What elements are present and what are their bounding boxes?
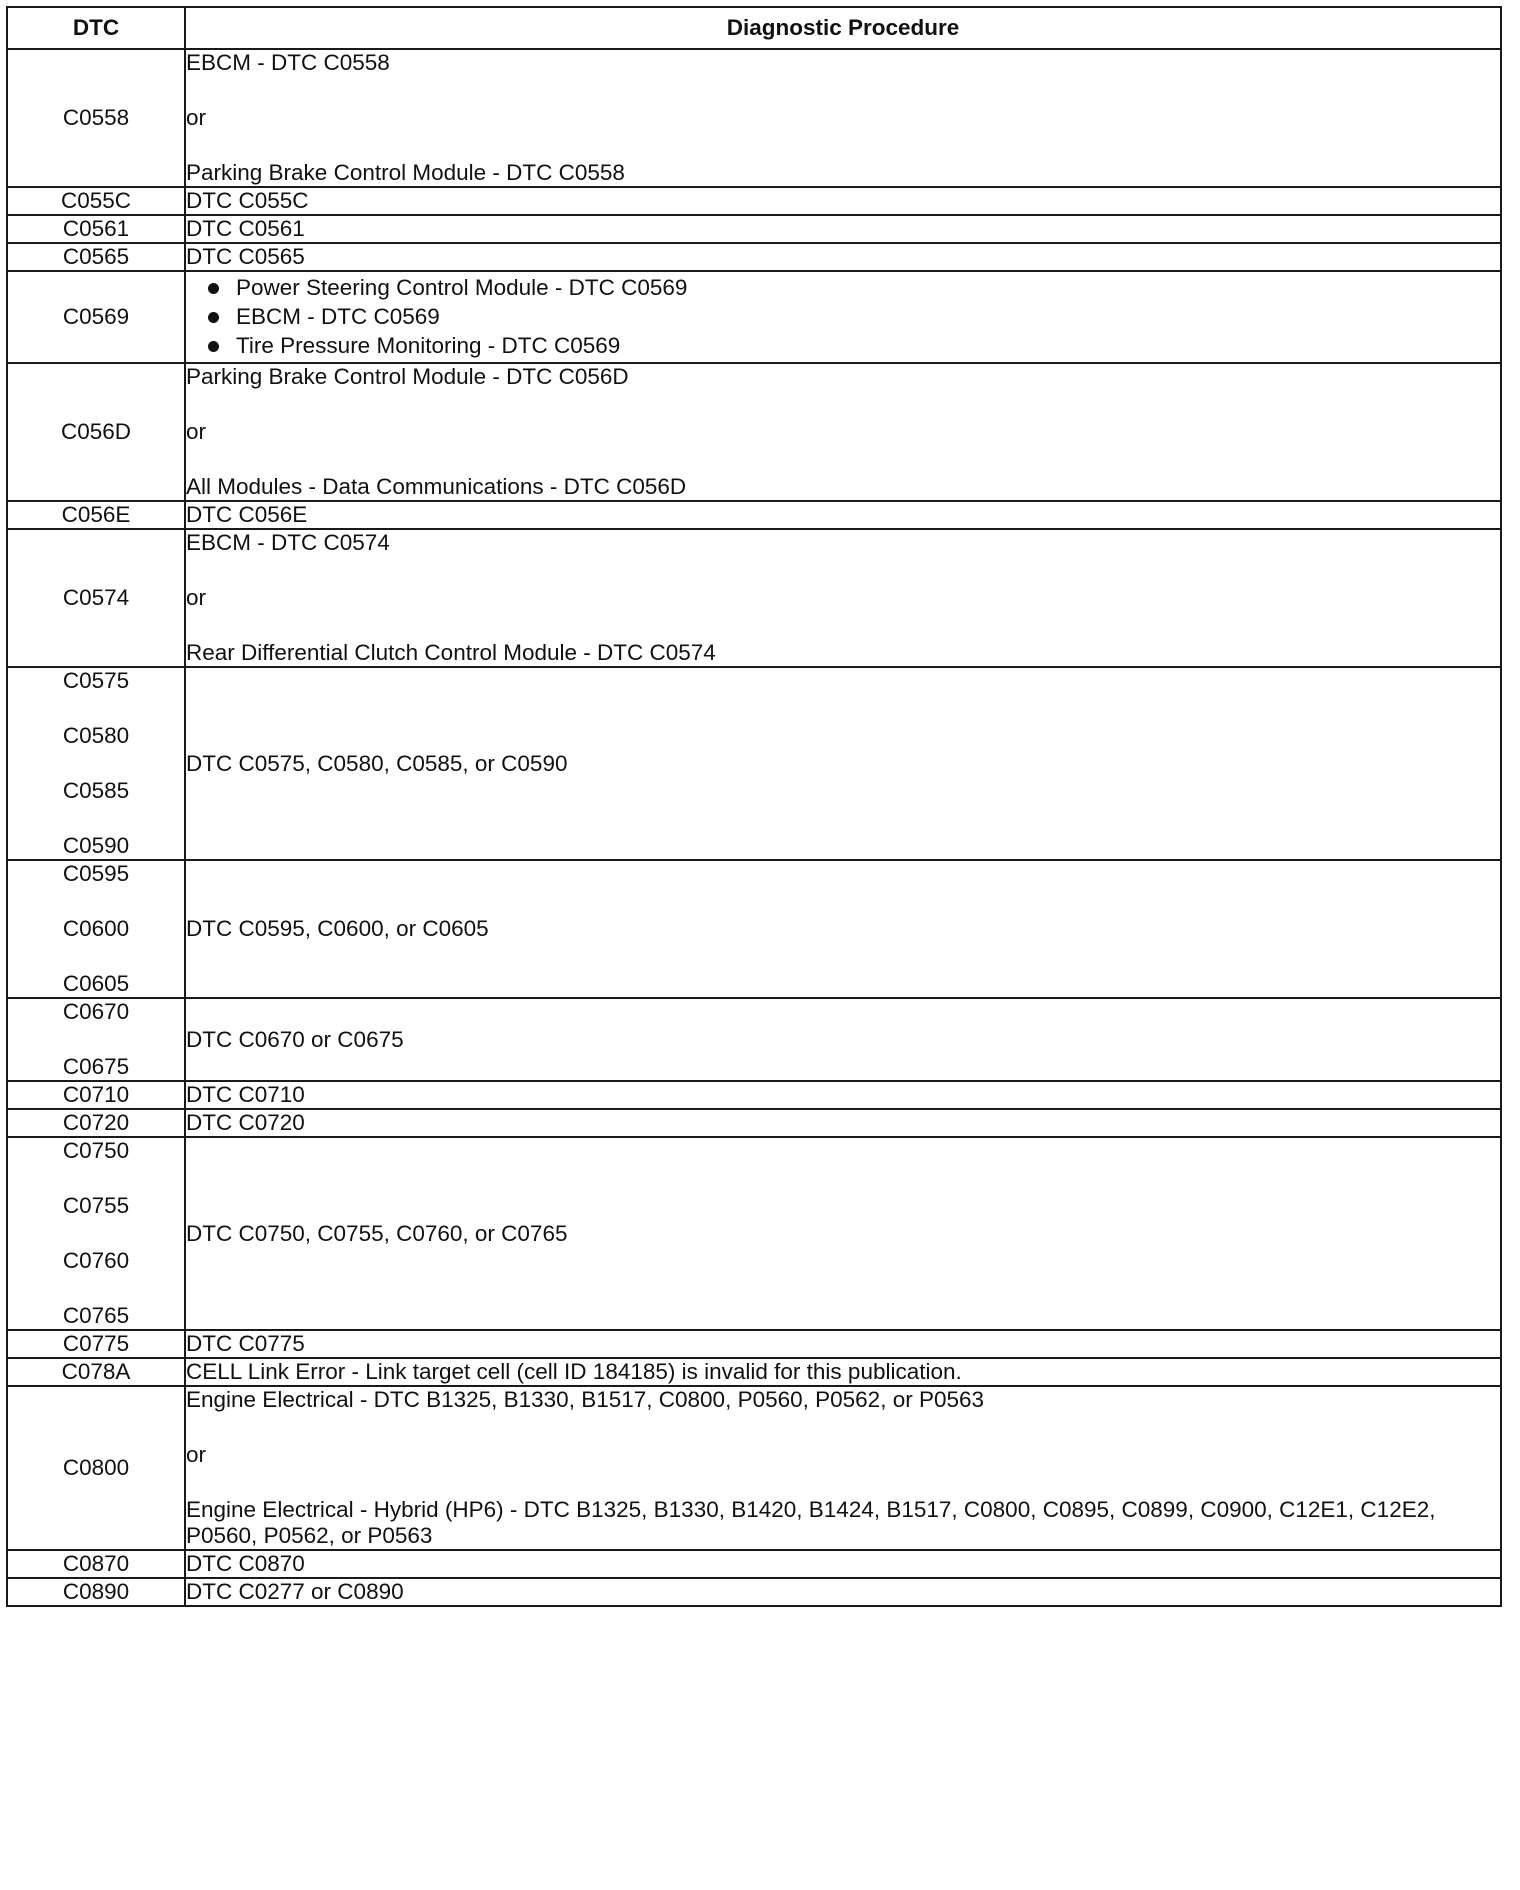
dtc-code: C055C: [60, 188, 132, 213]
dtc-code: C078A: [61, 1359, 131, 1384]
table-row: [7, 1081, 1501, 1109]
dtc-code: C0585: [62, 778, 130, 803]
dtc-code-cell: [7, 860, 185, 998]
table-row: [7, 1578, 1501, 1606]
procedure-text: Rear Differential Clutch Control Module - DTC C0574: [186, 640, 716, 665]
procedure-text: DTC C0595, C0600, or C0605: [186, 916, 489, 941]
procedure-text: EBCM - DTC C0558: [186, 50, 390, 75]
table-row: [7, 1358, 1501, 1386]
dtc-code-cell: [7, 501, 185, 529]
procedure-text: DTC C055C: [186, 188, 309, 213]
procedure-cell: [185, 998, 1501, 1081]
dtc-code-cell: [7, 667, 185, 860]
dtc-code: C0595: [62, 861, 130, 886]
dtc-code-cell: [7, 1578, 185, 1606]
document-page: [6, 6, 1502, 1607]
bullet-icon: [208, 283, 219, 294]
procedure-bullet-item: [208, 333, 1500, 359]
procedure-text: Parking Brake Control Module - DTC C0558: [186, 160, 625, 185]
table-row: [7, 363, 1501, 501]
dtc-code: C0605: [62, 971, 130, 996]
procedure-text: DTC C0750, C0755, C0760, or C0765: [186, 1220, 568, 1246]
dtc-code-cell: [7, 187, 185, 215]
dtc-code: C0675: [62, 1054, 130, 1079]
header-diagnostic-procedure: Diagnostic Procedure: [185, 7, 1501, 49]
dtc-code: C0870: [62, 1551, 130, 1576]
procedure-bullet-item: [208, 275, 1500, 301]
procedure-or-separator: or: [186, 419, 207, 444]
table-row: [7, 501, 1501, 529]
procedure-cell: [185, 1109, 1501, 1137]
dtc-code-cell: [7, 215, 185, 243]
dtc-code: C0750: [62, 1138, 130, 1163]
procedure-text: EBCM - DTC C0574: [186, 530, 390, 555]
table-row: [7, 1330, 1501, 1358]
dtc-code-cell: [7, 49, 185, 187]
dtc-code-cell: [7, 998, 185, 1081]
dtc-code: C0765: [62, 1303, 130, 1328]
procedure-cell: [185, 529, 1501, 667]
dtc-code: C0760: [62, 1248, 130, 1273]
dtc-code-cell: [7, 1081, 185, 1109]
dtc-code-cell: [7, 1330, 185, 1358]
procedure-text: DTC C056E: [186, 502, 308, 527]
dtc-code-cell: [7, 1550, 185, 1578]
table-row: [7, 998, 1501, 1081]
table-body: [7, 49, 1501, 1606]
table-row: [7, 1550, 1501, 1578]
procedure-cell: [185, 243, 1501, 271]
dtc-code: C0755: [62, 1193, 130, 1218]
table-header-row: [7, 7, 1501, 49]
procedure-text: DTC C0870: [186, 1551, 305, 1576]
table-row: [7, 271, 1501, 363]
dtc-code: C0890: [62, 1579, 130, 1604]
procedure-text: DTC C0565: [186, 244, 305, 269]
table-row: [7, 1109, 1501, 1137]
dtc-code: C0569: [62, 304, 130, 329]
bullet-icon: [208, 341, 219, 352]
procedure-or-separator: or: [186, 105, 207, 130]
table-row: [7, 860, 1501, 998]
procedure-text: DTC C0710: [186, 1082, 305, 1107]
procedure-text: All Modules - Data Communications - DTC C056D: [186, 474, 687, 499]
procedure-cell: [185, 271, 1501, 363]
dtc-code-cell: [7, 1109, 185, 1137]
table-row: [7, 1386, 1501, 1550]
procedure-text: DTC C0775: [186, 1331, 305, 1356]
procedure-cell: [185, 187, 1501, 215]
procedure-text: Power Steering Control Module - DTC C0569: [236, 275, 688, 300]
dtc-code-cell: [7, 1137, 185, 1330]
dtc-code: C0720: [62, 1110, 130, 1135]
dtc-code: C0580: [62, 723, 130, 748]
procedure-cell: [185, 1578, 1501, 1606]
dtc-code-cell: [7, 271, 185, 363]
procedure-text: Engine Electrical - DTC B1325, B1330, B1517, C0800, P0560, P0562, or P0563: [186, 1387, 985, 1412]
dtc-code-cell: [7, 529, 185, 667]
dtc-code: C0574: [62, 585, 130, 610]
procedure-text: CELL Link Error - Link target cell (cell ID 184185) is invalid for this publication.: [186, 1359, 962, 1384]
procedure-text: DTC C0720: [186, 1110, 305, 1135]
dtc-code: C0590: [62, 833, 130, 858]
procedure-text: DTC C0561: [186, 216, 305, 241]
dtc-code-cell: [7, 1358, 185, 1386]
procedure-text: EBCM - DTC C0569: [236, 304, 440, 329]
dtc-code: C0600: [62, 916, 130, 941]
table-row: [7, 187, 1501, 215]
table-row: [7, 49, 1501, 187]
procedure-cell: [185, 860, 1501, 998]
procedure-cell: [185, 501, 1501, 529]
dtc-code: C0575: [62, 668, 130, 693]
procedure-or-separator: or: [186, 1442, 207, 1467]
procedure-text: DTC C0575, C0580, C0585, or C0590: [186, 750, 568, 776]
bullet-icon: [208, 312, 219, 323]
procedure-cell: [185, 363, 1501, 501]
procedure-bullet-list: [186, 275, 1500, 359]
procedure-cell: [185, 667, 1501, 860]
dtc-code: C0561: [62, 216, 130, 241]
procedure-text: Engine Electrical - Hybrid (HP6) - DTC B1325, B1330, B1420, B1424, B1517, C0800, C0895, C0899, C0900, C12E1, C12E2, P0560, P0562, or P0563: [186, 1497, 1436, 1548]
dtc-code-cell: [7, 243, 185, 271]
procedure-cell: [185, 215, 1501, 243]
dtc-code: C0800: [62, 1455, 130, 1480]
header-dtc: DTC: [7, 7, 185, 49]
procedure-text: Parking Brake Control Module - DTC C056D: [186, 364, 629, 389]
dtc-code: C056E: [61, 502, 131, 527]
dtc-code: C0670: [62, 999, 130, 1024]
dtc-code-cell: [7, 1386, 185, 1550]
dtc-code: C0558: [62, 105, 130, 130]
procedure-cell: [185, 1386, 1501, 1550]
procedure-or-separator: or: [186, 585, 207, 610]
procedure-cell: [185, 1550, 1501, 1578]
dtc-code: C056D: [60, 419, 132, 444]
table-row: [7, 215, 1501, 243]
table-row: [7, 529, 1501, 667]
procedure-text: DTC C0670 or C0675: [186, 1026, 404, 1052]
dtc-code: C0710: [62, 1082, 130, 1107]
table-row: [7, 243, 1501, 271]
procedure-cell: [185, 1358, 1501, 1386]
dtc-code: C0775: [62, 1331, 130, 1356]
procedure-text: DTC C0277 or C0890: [186, 1579, 404, 1604]
dtc-code: C0565: [62, 244, 130, 269]
dtc-table: [6, 6, 1502, 1607]
table-row: [7, 667, 1501, 860]
procedure-cell: [185, 1137, 1501, 1330]
procedure-cell: [185, 1081, 1501, 1109]
table-row: [7, 1137, 1501, 1330]
procedure-cell: [185, 49, 1501, 187]
procedure-text: Tire Pressure Monitoring - DTC C0569: [236, 333, 621, 358]
procedure-cell: [185, 1330, 1501, 1358]
dtc-code-cell: [7, 363, 185, 501]
procedure-bullet-item: [208, 304, 1500, 330]
